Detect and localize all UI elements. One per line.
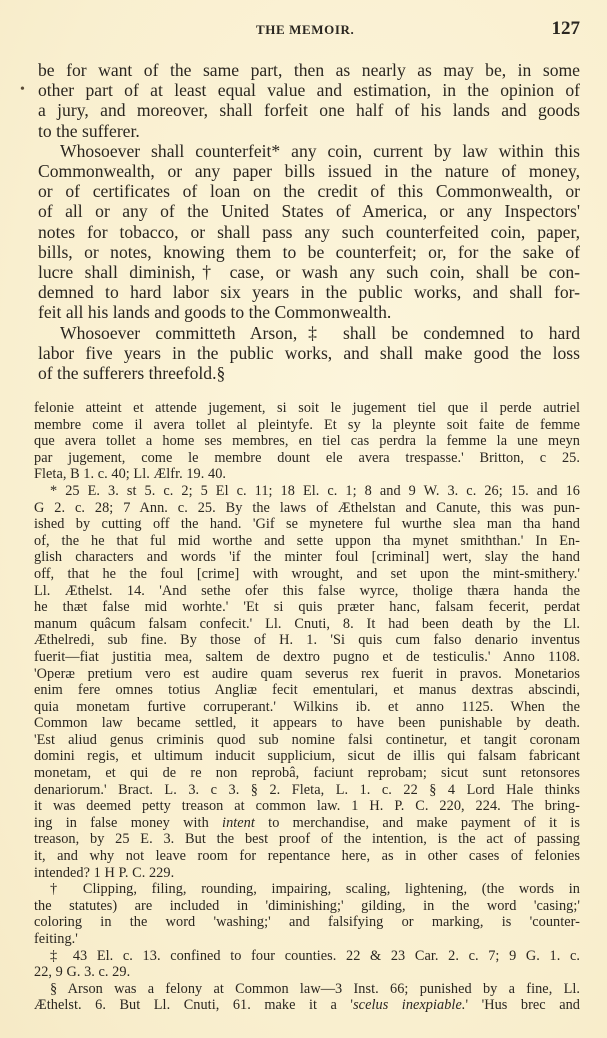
note-line: 22, 9 G. 3. c. 29. <box>34 964 131 981</box>
note-line: feiting.' <box>34 931 78 947</box>
text-line: of the sufferers threefold.§ <box>38 363 226 384</box>
footnote-section <box>34 981 580 1014</box>
note-line: Common law became settled, it appears to have been punishable by death. <box>34 715 580 732</box>
note-line: treason, by 25 E. 3. But the best proof of the intention, is the act of passing <box>34 831 580 848</box>
note-line: intended? 1 H P. C. 229. <box>34 864 175 881</box>
note-line: denariorum.' Bract. L. 3. c 3. § 2. Fleta, L. 1. c. 22 § 4 Lord Hale thinks <box>34 781 580 798</box>
note-line: it, and why not leave room for repentance here, as in other cases of felonies <box>34 848 580 865</box>
text-line: to the sufferer. <box>38 120 140 141</box>
note-line: coloring in the word 'washing;' and falsifying or marking, is 'counter- <box>34 914 580 931</box>
margin-mark: • <box>20 82 25 97</box>
note-line: 'Est aliud genus criminis quod sub nomine falsi continetur, et tangit coronam <box>34 731 580 748</box>
note-line: † Clipping, filing, rounding, impairing, scaling, lightening, (the words in <box>50 881 580 898</box>
note-line: quia monetam furtive corruperant.' Wilkins ib. et anno 1125. When the <box>34 698 580 715</box>
note-italic: intent <box>222 814 255 831</box>
note-line: of, the he that ful mid worthe and sette uppon tha mynet smiththan.' In En- <box>34 532 580 549</box>
text-line: bills, or notes, knowing them to be counterfeit; or, for the sake of <box>38 241 580 262</box>
text-line: labor five years in the public works, and shall make good the loss <box>38 342 580 363</box>
text-line: Whosoever shall counterfeit* any coin, current by law within this <box>60 140 580 161</box>
footnote-dagger <box>34 881 580 947</box>
text-line: Whosoever committeth Arson,‡ shall be condemned to hard <box>60 322 580 343</box>
text-line: or of certificates of loan on the credit of this Commonwealth, or <box>38 181 580 202</box>
note-line: monetam, et qui de re non reprobâ, faciunt reprobam; sicut sunt retonsores <box>34 765 580 782</box>
note-line: glish characters and words 'if the minter foul [criminal] wert, slay the hand <box>34 549 580 566</box>
note-line <box>34 997 580 1014</box>
note-line: Æthelredi, sub fine. By those of H. 1. 'Si quis cum falso denario inventus <box>34 632 580 649</box>
footnotes <box>34 400 580 1014</box>
note-line: Fleta, B 1. c. 40; Ll. Ælfr. 19. 40. <box>34 466 227 483</box>
note-line: it was deemed petty treason at common law. 1 H. P. C. 220, 224. The bring- <box>34 798 580 815</box>
note-line: * 25 E. 3. st 5. c. 2; 5 El c. 11; 18 El. c. 1; 8 and 9 W. 3. c. 26; 15. and 16 <box>50 482 580 499</box>
note-line: membre come il avera tollet al pleintyfe. Et sy la pleynte soit faite de femme <box>34 416 580 433</box>
note-text: to merchandise, and make payment of it is <box>254 814 580 831</box>
note-line: domini regis, et ultimum inducit supplicium, sicut de illis qui falsam fabricant <box>34 748 580 765</box>
note-line: 'Operæ pretium vero est audire quam severus rex fuerit in pravos. Monetarios <box>34 665 580 682</box>
note-line: que avera tollet a home ses membres, en tiel cas perdra la femme la une meyn <box>34 433 580 450</box>
text-line: of all or any of the United States of America, or any Inspectors' <box>38 201 580 222</box>
text-line: be for want of the same part, then as nearly as may be, in some <box>38 60 580 80</box>
text-line: Commonwealth, or any paper bills issued in the nature of money, <box>38 161 580 182</box>
running-title: THE MEMOIR. <box>256 22 355 37</box>
note-line: par jugement, come le membre dount ele avera trespasse.' Britton, c 25. <box>34 449 580 466</box>
note-line: the statutes) are included in 'diminishing;' gilding, in the word 'casing;' <box>34 897 580 914</box>
text-line: lucre shall diminish,† case, or wash any such coin, shall be con- <box>38 262 580 283</box>
page-number: 127 <box>551 18 580 39</box>
paragraph-2 <box>38 141 580 323</box>
text-line: demned to hard labor six years in the public works, and shall for- <box>38 282 580 303</box>
main-text <box>38 60 580 383</box>
note-line: he thæt false mid worhte.' 'Et si quis præter hanc, falsam fecerit, perdat <box>34 599 580 616</box>
note-line: manum quâcum falsam confecit.' Ll. Cnuti, 8. It had been death by the Ll. <box>34 615 580 632</box>
paragraph-3 <box>38 323 580 384</box>
note-text: Æthelst. 6. But Ll. Cnuti, 61. make it a ' <box>34 997 354 1014</box>
note-text: ing in false money with <box>34 814 223 831</box>
note-line: § Arson was a felony at Common law—3 Inst. 66; punished by a fine, Ll. <box>50 980 580 997</box>
text-line: notes for tobacco, or shall pass any such counterfeited coin, paper, <box>38 221 580 242</box>
note-italic: scelus inexpiable. <box>353 997 466 1014</box>
note-line: felonie atteint et attende jugement, si soit le jugement tiel que il perde autriel <box>34 400 580 416</box>
note-line: enim fere omnes totius Angliæ fecit ementulari, et manus dextras abscindi, <box>34 682 580 699</box>
text-line: a jury, and moreover, shall forfeit one half of his lands and goods <box>38 100 580 121</box>
text-line: other part of at least equal value and estimation, in the opinion of <box>38 80 580 101</box>
footnote-continued <box>34 400 580 483</box>
note-line: G 2. c. 28; 7 Ann. c. 25. By the laws of Æthelstan and Canute, this was pun- <box>34 499 580 516</box>
note-line: ished by cutting off the hand. 'Gif se mynetere ful wurthe slea man tha hand <box>34 516 580 533</box>
note-line <box>34 815 580 832</box>
text-line: feit all his lands and goods to the Commonwealth. <box>38 302 392 323</box>
note-line: Ll. Æthelst. 14. 'And sethe ofer this false wyrce, tholige thæra handa the <box>34 582 580 599</box>
footnote-double-dagger <box>34 948 580 981</box>
footnote-star <box>34 483 580 881</box>
note-line: ‡ 43 El. c. 13. confined to four counties. 22 & 23 Car. 2. c. 7; 9 G. 1. c. <box>50 947 580 964</box>
paragraph-1 <box>38 60 580 141</box>
note-line: off, that he the foul [crime] with wrought, and set upon the mint-smithery.' <box>34 565 580 582</box>
note-text: ' 'Hus brec and <box>465 997 580 1014</box>
page-header <box>38 18 580 42</box>
note-line: fuerit—fiat justitia mea, saltem de dextro pugno et de testiculis.' Anno 1108. <box>34 648 580 665</box>
